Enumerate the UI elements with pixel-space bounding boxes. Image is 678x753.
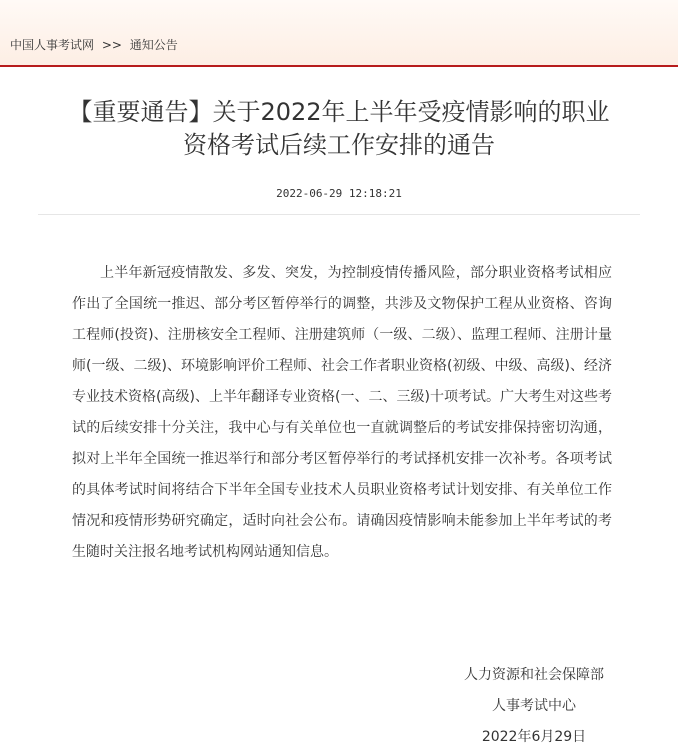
breadcrumb	[10, 36, 178, 53]
page-title	[0, 96, 678, 162]
signature-organization: 人力资源和社会保障部	[464, 667, 604, 683]
page-title-line-1: 【重要通告】关于2022年上半年受疫情影响的职业	[68, 98, 610, 126]
page-title-line-2: 资格考试后续工作安排的通告	[183, 131, 495, 159]
top-banner	[0, 0, 678, 67]
title-divider	[38, 214, 640, 215]
signature-date: 2022年6月29日	[481, 729, 587, 745]
breadcrumb-section-link[interactable]: 通知公告	[129, 38, 178, 52]
breadcrumb-home-link[interactable]: 中国人事考试网	[10, 38, 95, 52]
publish-date: 2022-06-29 12:18:21	[276, 187, 402, 200]
breadcrumb-separator: >>	[101, 38, 122, 52]
article-body: 上半年新冠疫情散发、多发、突发，为控制疫情传播风险，部分职业资格考试相应作出了全国统一推迟、部分考区暂停举行的调整，共涉及文物保护工程从业资格、咨询工程师(投资)、注册核安全工程师、注册建筑师（一级、二级）、监理工程师、注册计量师(一级、二级)、环境影响评价工程师、社会工作者职业资格(初级、中级、高级)、经济专业技术资格(高级)、上半年翻译专业资格(一、二、三级)十项考试。广大考生对这些考试的后续安排十分关注，我中心与有关单位也一直就调整后的考试安排保持密切沟通，拟对上半年全国统一推迟举行和部分考区暂停举行的考试择机安排一次补考。各项考试的具体考试时间将结合下半年全国专业技术人员职业资格考试计划安排、有关单位工作情况和疫情形势研究确定，适时向社会公布。请确因疫情影响未能参加上半年考试的考生随时关注报名地考试机构网站通知信息。	[72, 265, 612, 560]
signature-center: 人事考试中心	[492, 698, 576, 714]
